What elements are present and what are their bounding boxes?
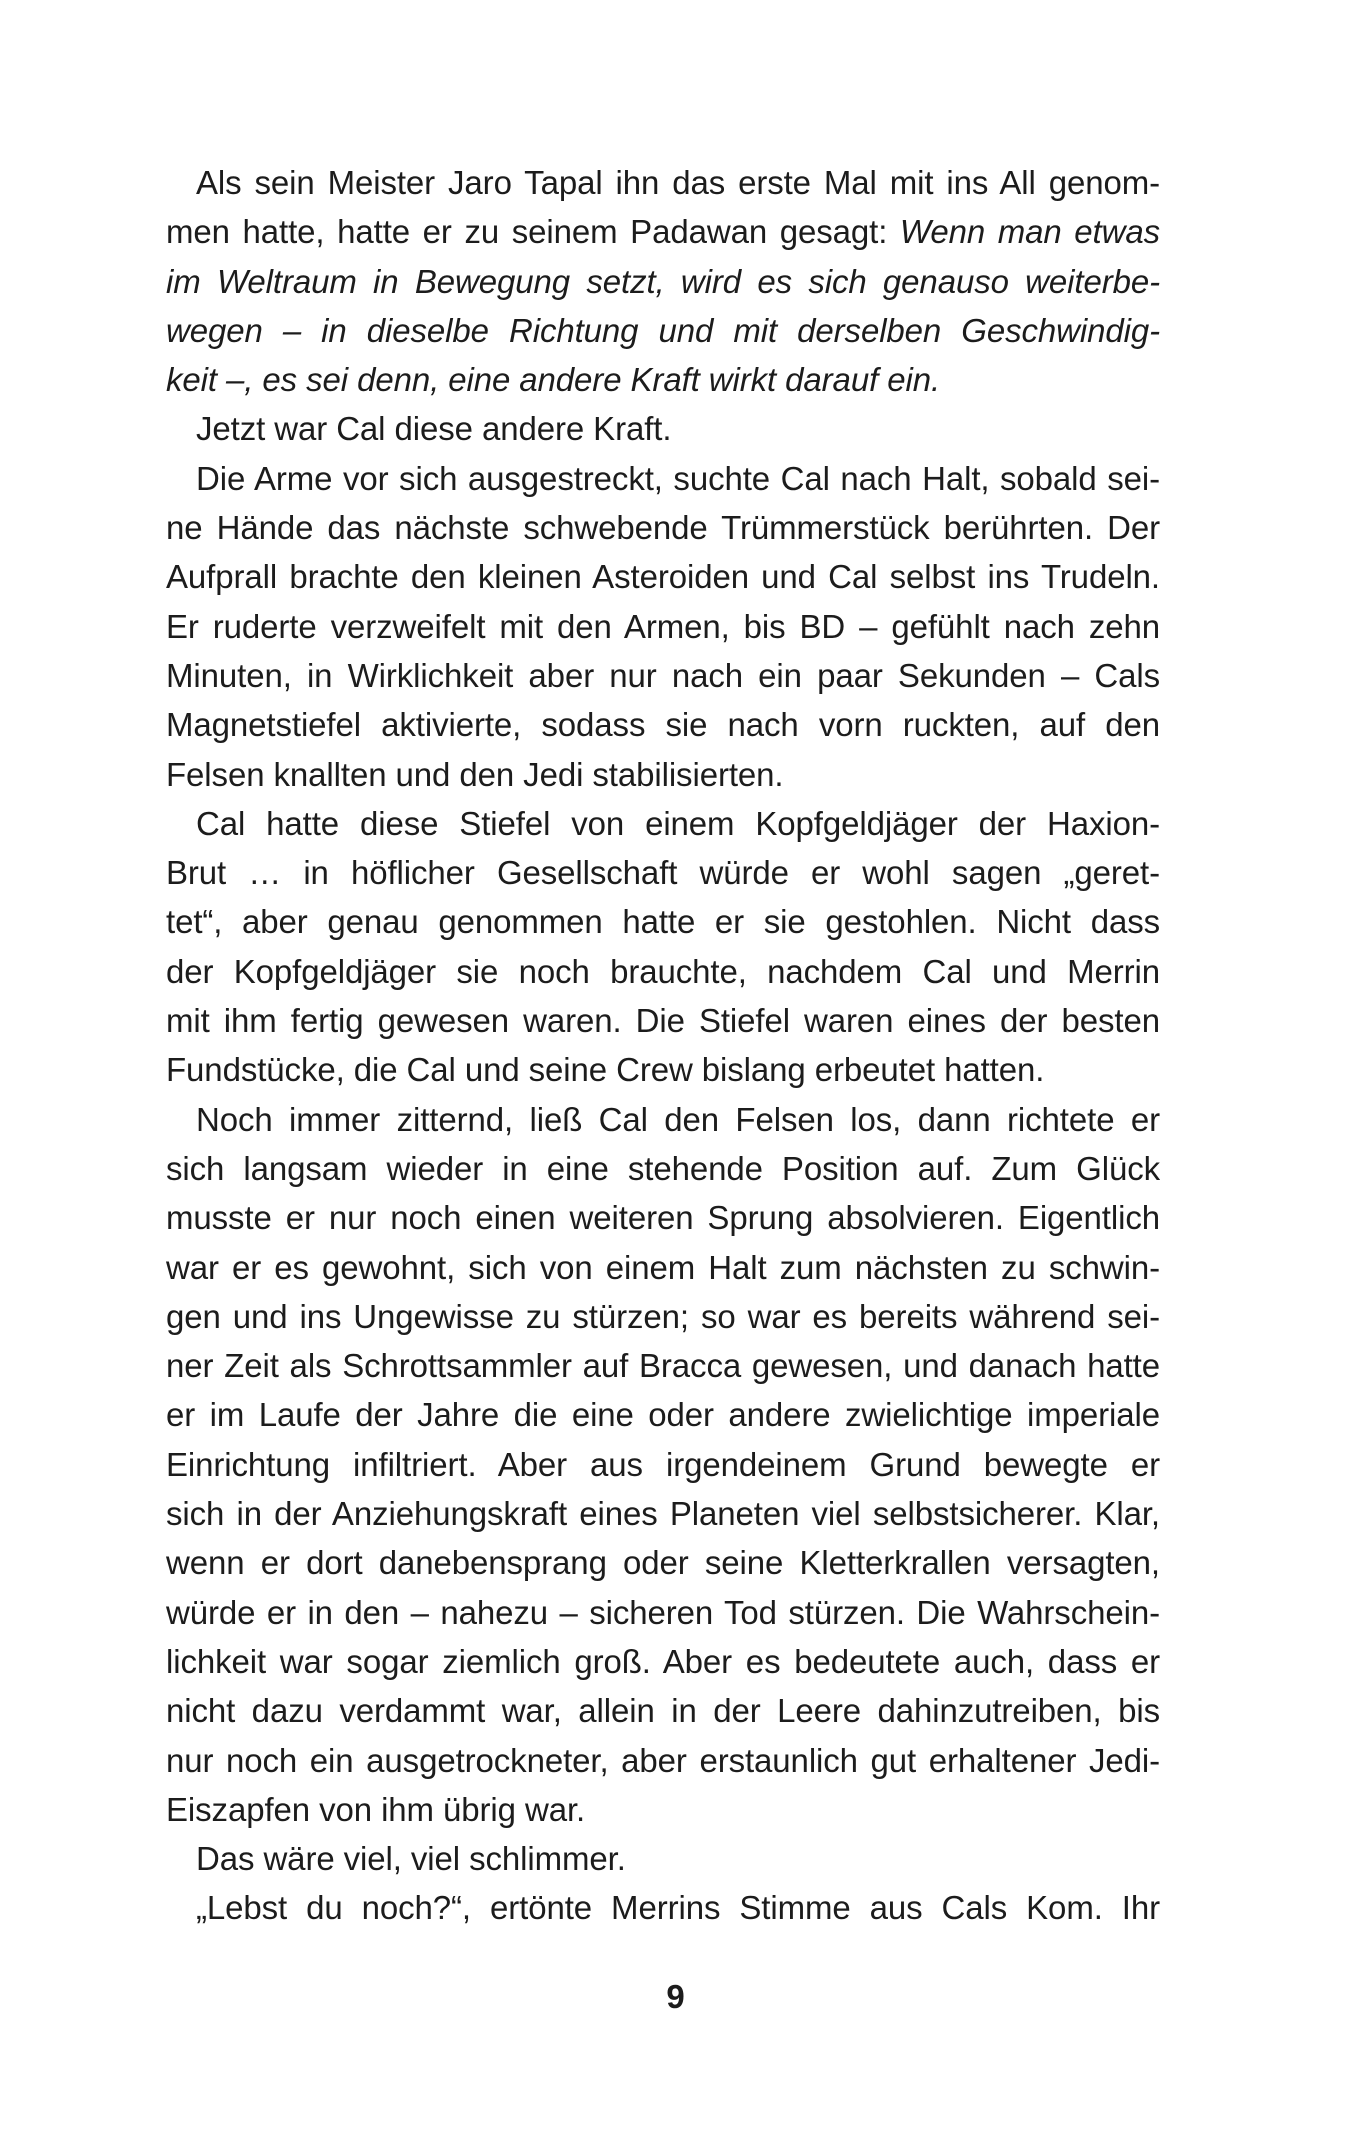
text-line <box>166 996 1160 1045</box>
text-line-content: sich in der Anziehungskraft eines Planeten viel selbstsicherer. Klar, <box>166 1495 1160 1533</box>
text-line-content: tet“, aber genau genommen hatte er sie gestohlen. Nicht dass <box>166 903 1160 941</box>
text-line-content: gen und ins Ungewisse zu stürzen; so war es bereits während sei- <box>166 1297 1160 1335</box>
text-line <box>166 1588 1160 1637</box>
text-line-content: Magnetstiefel aktivierte, sodass sie nach vorn ruckten, auf den <box>166 706 1160 744</box>
text-line-content: im Weltraum in Bewegung setzt, wird es sich genauso weiterbe- <box>166 262 1160 300</box>
text-line <box>166 158 1160 207</box>
text-line <box>166 1193 1160 1242</box>
text-line-content: Die Arme vor sich ausgestreckt, suchte Cal nach Halt, sobald sei- <box>196 459 1160 497</box>
text-line <box>166 1785 1160 1834</box>
text-line-italic-content: Wenn man etwas <box>899 213 1160 251</box>
text-line <box>166 503 1160 552</box>
text-line-content: ne Hände das nächste schwebende Trümmerstück berührten. Der <box>166 509 1160 547</box>
text-line <box>166 1341 1160 1390</box>
text-line <box>166 947 1160 996</box>
text-line <box>166 750 1160 799</box>
text-line <box>166 651 1160 700</box>
text-line-content: „Lebst du noch?“, ertönte Merrins Stimme aus Cals Kom. Ihr <box>196 1889 1160 1927</box>
text-line-content: sich langsam wieder in eine stehende Position auf. Zum Glück <box>166 1149 1160 1187</box>
text-line-content: Minuten, in Wirklichkeit aber nur nach ein paar Sekunden – Cals <box>166 656 1160 694</box>
text-line-content: wenn er dort danebensprang oder seine Kletterkrallen versagten, <box>166 1544 1160 1582</box>
text-line-content: Einrichtung infiltriert. Aber aus irgendeinem Grund bewegte er <box>166 1445 1160 1483</box>
text-line-content: lichkeit war sogar ziemlich groß. Aber es bedeutete auch, dass er <box>166 1642 1160 1680</box>
text-line <box>166 848 1160 897</box>
text-line <box>166 1440 1160 1489</box>
text-line <box>166 1686 1160 1735</box>
text-line <box>166 1095 1160 1144</box>
text-line-content: Als sein Meister Jaro Tapal ihn das erste Mal mit ins All genom- <box>196 164 1160 201</box>
text-line-content: Er ruderte verzweifelt mit den Armen, bis BD – gefühlt nach zehn <box>166 607 1160 645</box>
text-line-content: Brut … in höflicher Gesellschaft würde er wohl sagen „geret- <box>166 854 1160 892</box>
text-line <box>166 799 1160 848</box>
text-line-content: Noch immer zitternd, ließ Cal den Felsen los, dann richtete er <box>196 1100 1160 1138</box>
text-line <box>166 1292 1160 1341</box>
text-line-content: musste er nur noch einen weiteren Sprung absolvieren. Eigentlich <box>166 1199 1160 1237</box>
text-line <box>166 257 1160 306</box>
text-line <box>166 1883 1160 1932</box>
text-line-content: der Kopfgeldjäger sie noch brauchte, nachdem Cal und Merrin <box>166 952 1160 990</box>
text-line <box>166 1834 1160 1883</box>
body-text <box>166 158 1160 1933</box>
text-line-content: nur noch ein ausgetrockneter, aber erstaunlich gut erhaltener Jedi- <box>166 1741 1160 1779</box>
text-line-content: ner Zeit als Schrottsammler auf Bracca gewesen, und danach hatte <box>166 1347 1160 1385</box>
page-number: 9 <box>666 1978 685 2015</box>
text-line-content: nicht dazu verdammt war, allein in der Leere dahinzutreiben, bis <box>166 1692 1160 1730</box>
text-line-content: keit –, es sei denn, eine andere Kraft wirkt darauf ein. <box>166 361 941 399</box>
text-line-content: Jetzt war Cal diese andere Kraft. <box>196 410 672 448</box>
text-line <box>166 1489 1160 1538</box>
text-line <box>166 404 1160 453</box>
text-line <box>166 552 1160 601</box>
text-line-content: Das wäre viel, viel schlimmer. <box>196 1840 626 1878</box>
text-line <box>166 1144 1160 1193</box>
text-line-content: Felsen knallten und den Jedi stabilisierten. <box>166 755 784 793</box>
text-line <box>166 1637 1160 1686</box>
text-line <box>166 355 1160 404</box>
text-line <box>166 1390 1160 1439</box>
text-line-content: Eiszapfen von ihm übrig war. <box>166 1790 586 1828</box>
text-line <box>166 454 1160 503</box>
text-line-content: er im Laufe der Jahre die eine oder andere zwielichtige imperiale <box>166 1396 1160 1434</box>
text-line-content: men hatte, hatte er zu seinem Padawan gesagt: <box>166 213 900 251</box>
text-line-content: war er es gewohnt, sich von einem Halt zum nächsten zu schwin- <box>166 1248 1160 1286</box>
text-line-content: wegen – in dieselbe Richtung und mit derselben Geschwindig- <box>166 311 1160 349</box>
text-line <box>166 700 1160 749</box>
text-line <box>166 1736 1160 1785</box>
text-line <box>166 1538 1160 1587</box>
text-line <box>166 1045 1160 1094</box>
text-line <box>166 306 1160 355</box>
text-line <box>166 602 1160 651</box>
text-line-content: würde er in den – nahezu – sicheren Tod stürzen. Die Wahrschein- <box>166 1593 1160 1631</box>
text-line <box>166 1243 1160 1292</box>
text-line-content: mit ihm fertig gewesen waren. Die Stiefel waren eines der besten <box>166 1002 1160 1040</box>
text-line-content: Cal hatte diese Stiefel von einem Kopfgeldjäger der Haxion- <box>196 804 1160 842</box>
text-line <box>166 207 1160 256</box>
text-line <box>166 897 1160 946</box>
text-line-content: Fundstücke, die Cal und seine Crew bislang erbeutet hatten. <box>166 1051 1045 1089</box>
text-line-content: Aufprall brachte den kleinen Asteroiden und Cal selbst ins Trudeln. <box>166 558 1160 596</box>
